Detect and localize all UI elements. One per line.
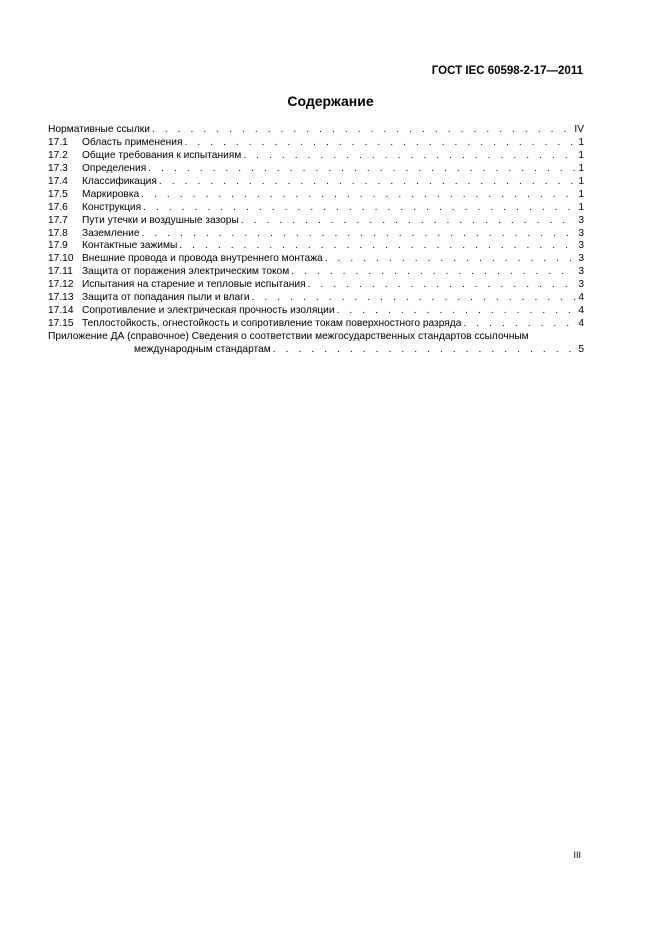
toc-entry-text: Теплостойкость, огнестойкость и сопротивление токам поверхностного разряда: [82, 318, 462, 330]
dot-leader: [141, 189, 575, 202]
dot-leader: [273, 344, 575, 357]
toc-entry-appendix[interactable]: [48, 331, 584, 344]
toc-entry-number: 17.5: [48, 188, 68, 200]
dot-leader: [159, 176, 575, 189]
dot-leader: [308, 279, 575, 292]
toc-entry-text: Внешние провода и провода внутреннего монтажа: [82, 253, 323, 265]
toc-entry-text: Защита от попадания пыли и влаги: [82, 292, 250, 304]
dot-leader: [179, 240, 575, 253]
toc-entry-text: Защита от поражения электрическим током: [82, 266, 290, 278]
toc-entry-appendix-continued[interactable]: [48, 344, 584, 357]
toc-entry-page: 5: [578, 343, 584, 355]
toc-entry-number: 17.7: [48, 214, 68, 226]
page-title: Содержание: [287, 93, 374, 109]
toc-entry[interactable]: [48, 266, 584, 279]
toc-entry[interactable]: [48, 163, 584, 176]
dot-leader: [252, 292, 575, 305]
toc-entry-page: 3: [578, 227, 584, 239]
toc-entry-page: 1: [578, 162, 584, 174]
toc-entry-page: 3: [578, 214, 584, 226]
toc-entry-page: 3: [578, 253, 584, 265]
toc-entry-number: 17.3: [48, 162, 68, 174]
dot-leader: [148, 163, 575, 176]
toc-entry[interactable]: [48, 228, 584, 241]
toc-entry-page: 4: [578, 292, 584, 304]
toc-entry-page: 1: [578, 201, 584, 213]
toc-entry-number: 17.8: [48, 227, 68, 239]
page-number: III: [573, 850, 581, 860]
appendix-title: Приложение ДА (справочное) Сведения о соответствии межгосударственных стандартов ссылочным: [48, 331, 529, 342]
toc-entry[interactable]: [48, 215, 584, 228]
toc-entry[interactable]: [48, 318, 584, 331]
toc-entry-page: IV: [574, 124, 584, 135]
toc-entry[interactable]: [48, 240, 584, 253]
toc-entry-page: 1: [578, 188, 584, 200]
toc-entry-number: 17.1: [48, 136, 68, 148]
toc-entry-text: Контактные зажимы: [82, 240, 178, 252]
toc-entry-text: Классификация: [82, 175, 157, 187]
toc-entry-number: 17.9: [48, 240, 68, 252]
toc-entry-page: 3: [578, 240, 584, 252]
dot-leader: [241, 215, 575, 228]
toc-entry-text: Заземление: [82, 227, 140, 239]
dot-leader: [184, 137, 575, 150]
toc-entry[interactable]: [48, 176, 584, 189]
toc-entry-number: 17.13: [48, 292, 74, 304]
table-of-contents: [48, 124, 584, 357]
dot-leader: [337, 305, 575, 318]
appendix-title-continued: международным стандартам: [134, 343, 271, 355]
dot-leader: [291, 266, 575, 279]
dot-leader: [243, 150, 575, 163]
toc-entry[interactable]: [48, 305, 584, 318]
toc-entry-number: 17.6: [48, 201, 68, 213]
toc-entry-number: 17.11: [48, 266, 73, 278]
toc-entry-text: Маркировка: [82, 188, 140, 200]
toc-entry-text: Общие требования к испытаниям: [82, 149, 242, 161]
toc-entry-normative-references[interactable]: [48, 124, 584, 137]
toc-entry-text: Нормативные ссылки: [48, 124, 150, 135]
toc-entry-page: 1: [578, 136, 584, 148]
dot-leader: [152, 124, 571, 137]
toc-entry-number: 17.15: [48, 318, 74, 330]
toc-entry-number: 17.4: [48, 175, 68, 187]
toc-entry-text: Сопротивление и электрическая прочность изоляции: [82, 305, 335, 317]
toc-entry-page: 1: [578, 149, 584, 161]
toc-entry[interactable]: [48, 202, 584, 215]
toc-entry-text: Испытания на старение и тепловые испытания: [82, 279, 306, 291]
toc-entry[interactable]: [48, 189, 584, 202]
toc-entry-number: 17.10: [48, 253, 74, 265]
document-code: ГОСТ IEC 60598-2-17—2011: [431, 65, 583, 77]
toc-entry[interactable]: [48, 137, 584, 150]
dot-leader: [142, 228, 575, 241]
toc-entry-number: 17.2: [48, 149, 68, 161]
toc-entry-text: Конструкция: [82, 201, 142, 213]
dot-leader: [143, 202, 575, 215]
toc-entry-number: 17.12: [48, 279, 74, 291]
toc-entry-text: Область применения: [82, 136, 183, 148]
toc-entry-page: 4: [578, 318, 584, 330]
toc-entry[interactable]: [48, 279, 584, 292]
dot-leader: [325, 253, 575, 266]
toc-entry-text: Определения: [82, 162, 147, 174]
toc-entry[interactable]: [48, 150, 584, 163]
toc-entry-number: 17.14: [48, 305, 74, 317]
dot-leader: [463, 318, 575, 331]
toc-entry-text: Пути утечки и воздушные зазоры: [82, 214, 239, 226]
toc-entry[interactable]: [48, 292, 584, 305]
toc-entry[interactable]: [48, 253, 584, 266]
toc-entry-page: 3: [578, 279, 584, 291]
toc-entry-page: 3: [578, 266, 584, 278]
toc-entry-page: 4: [578, 305, 584, 317]
toc-entry-page: 1: [578, 175, 584, 187]
